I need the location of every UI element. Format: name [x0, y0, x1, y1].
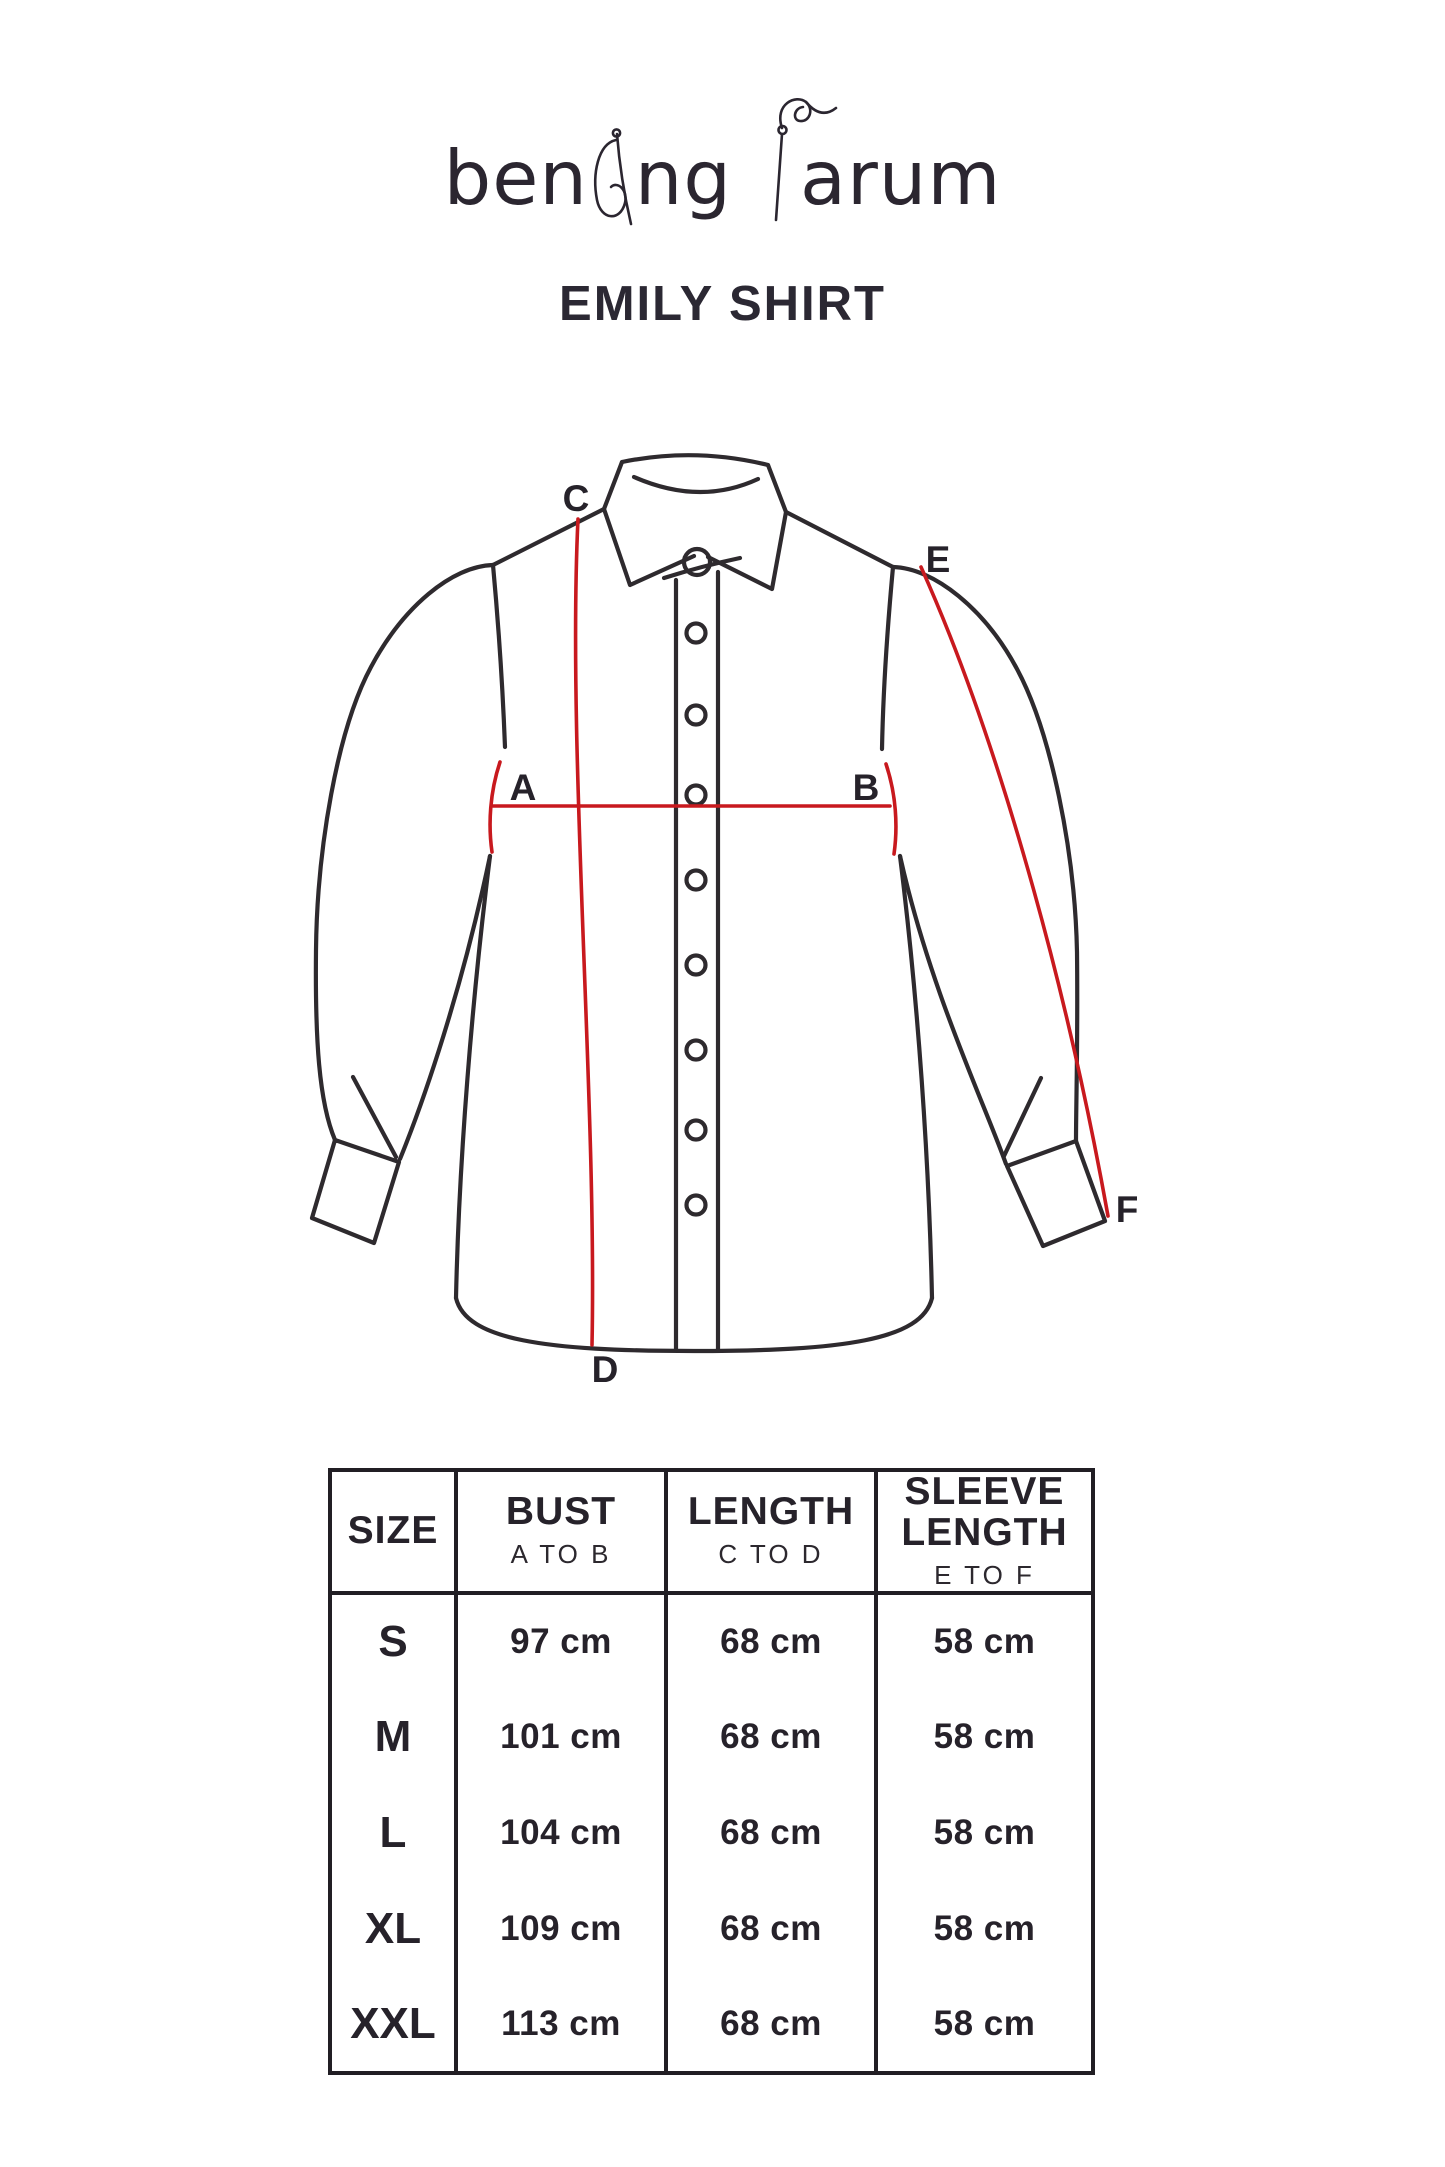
- table-row-xl: [330, 1881, 1093, 1977]
- size-value: L: [379, 1807, 407, 1857]
- button-top: [684, 549, 710, 575]
- sleeve-left-fold: [353, 1077, 396, 1157]
- collar-inner-curve: [634, 477, 758, 492]
- size-table: [328, 1468, 1095, 2075]
- length-value: 68 cm: [666, 1689, 876, 1785]
- header-length: [666, 1470, 876, 1593]
- bust-value: 101 cm: [456, 1689, 666, 1785]
- header-sleeve-length-label: SLEEVE LENGTH: [901, 1470, 1068, 1554]
- button: [687, 624, 706, 643]
- point-label-f: F: [1115, 1189, 1139, 1230]
- header-sleeve-length-sublabel: E TO F: [934, 1559, 1035, 1590]
- header-row: [330, 1470, 1093, 1593]
- measurement-lines: [490, 519, 1108, 1345]
- product-title: EMILY SHIRT: [559, 277, 886, 331]
- point-label-a: A: [509, 767, 537, 808]
- size-value: XL: [364, 1903, 422, 1953]
- sleeve-value: 58 cm: [876, 1881, 1093, 1977]
- measure-curve-armhole-right: [886, 764, 896, 854]
- header-sleeve-length: [876, 1470, 1093, 1593]
- length-value: 68 cm: [666, 1593, 876, 1689]
- sleeve-value: 58 cm: [876, 1593, 1093, 1689]
- size-value: S: [378, 1616, 408, 1666]
- point-label-d: D: [591, 1349, 619, 1390]
- brand-word-ng: ng: [634, 134, 733, 222]
- length-value: 68 cm: [666, 1977, 876, 2073]
- length-value: 68 cm: [666, 1881, 876, 1977]
- point-label-b: B: [852, 767, 880, 808]
- table-row-s: [330, 1593, 1093, 1689]
- size-table-body: [330, 1593, 1093, 2073]
- hem-curve: [456, 1298, 932, 1351]
- sleeve-right-fold: [1004, 1078, 1041, 1156]
- length-value: 68 cm: [666, 1785, 876, 1881]
- bust-value: 104 cm: [456, 1785, 666, 1881]
- sleeve-left-outer: [316, 565, 493, 1140]
- button: [687, 956, 706, 975]
- size-value: XXL: [350, 1998, 436, 2048]
- placket-buttons: [684, 549, 710, 1215]
- button: [687, 1041, 706, 1060]
- header-length-label: LENGTH: [687, 1490, 855, 1534]
- button: [687, 1196, 706, 1215]
- header-bust-label: BUST: [505, 1490, 617, 1534]
- header-size: [330, 1470, 456, 1593]
- point-label-e: E: [925, 539, 951, 580]
- size-table-header: [330, 1470, 1093, 1593]
- collar-left-flap: [604, 462, 694, 585]
- header-bust: [456, 1470, 666, 1593]
- armhole-right-upper: [882, 567, 893, 749]
- bust-value: 109 cm: [456, 1881, 666, 1977]
- sleeve-value: 58 cm: [876, 1977, 1093, 2073]
- button: [687, 871, 706, 890]
- point-label-c: C: [562, 478, 590, 519]
- bust-value: 113 cm: [456, 1977, 666, 2073]
- bust-value: 97 cm: [456, 1593, 666, 1689]
- collar-top-line: [622, 455, 768, 465]
- brand-word-arum: arum: [800, 134, 1002, 222]
- armhole-left-upper: [493, 565, 505, 747]
- button: [687, 786, 706, 805]
- cuff-right: [1007, 1141, 1105, 1246]
- brand-word-ben: ben: [443, 134, 588, 222]
- shirt-outline: [312, 455, 1105, 1351]
- header-size-label: SIZE: [347, 1508, 439, 1552]
- measure-line-length-c-d: [576, 519, 593, 1345]
- header-length-sublabel: C TO D: [718, 1539, 824, 1570]
- sleeve-value: 58 cm: [876, 1785, 1093, 1881]
- table-row-m: [330, 1689, 1093, 1785]
- shoulder-right-line: [786, 512, 893, 567]
- cuff-left: [312, 1140, 399, 1243]
- header-bust-sublabel: A TO B: [510, 1539, 612, 1570]
- table-row-xxl: [330, 1977, 1093, 2073]
- table-row-l: [330, 1785, 1093, 1881]
- button: [687, 706, 706, 725]
- size-value: M: [374, 1711, 412, 1761]
- sleeve-value: 58 cm: [876, 1689, 1093, 1785]
- sleeve-left-inner: [400, 856, 490, 1159]
- button: [687, 1121, 706, 1140]
